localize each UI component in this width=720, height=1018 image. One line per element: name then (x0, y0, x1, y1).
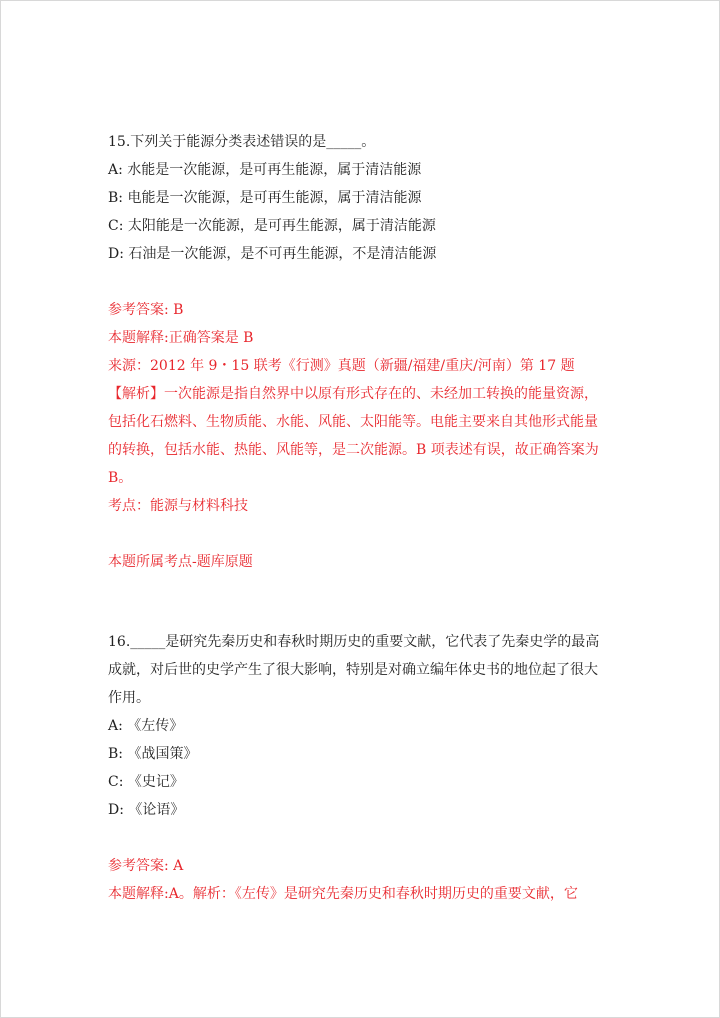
q16-option-b: B: 《战国策》 (108, 746, 198, 762)
q15-source: 来源：2012 年 9・15 联考《行测》真题（新疆/福建/重庆/河南）第 17 题 (108, 358, 575, 374)
question-15-stem: 15.下列关于能源分类表述错误的是_____。 (108, 134, 376, 150)
q15-explanation: 本题解释:正确答案是 B (108, 330, 254, 346)
q15-option-c: C: 太阳能是一次能源，是可再生能源，属于清洁能源 (108, 218, 436, 234)
document-body (108, 128, 608, 908)
q15-kaodian: 考点：能源与材料科技 (108, 498, 248, 514)
question-16-stem: 16._____是研究先秦历史和春秋时期历史的重要文献，它代表了先秦史学的最高成就，对后世的史学产生了很大影响，特别是对确立编年体史书的地位起了很大作用。 (108, 634, 600, 706)
q16-explanation: 本题解释:A。解析：《左传》是研究先秦历史和春秋时期历史的重要文献，它 (108, 886, 578, 902)
q15-option-d: D: 石油是一次能源，是不可再生能源，不是清洁能源 (108, 246, 437, 262)
q16-option-a: A: 《左传》 (108, 718, 184, 734)
q15-category: 本题所属考点-题库原题 (108, 554, 253, 570)
q16-option-c: C: 《史记》 (108, 774, 184, 790)
q15-analysis: 【解析】一次能源是指自然界中以原有形式存在的、未经加工转换的能量资源，包括化石燃料、生物质能、水能、风能、太阳能等。电能主要来自其他形式能量的转换，包括水能、热能、风能等，是二次能源。B 项表述有误，故正确答案为 B。 (108, 386, 599, 486)
q16-answer: 参考答案: A (108, 858, 184, 874)
q15-answer: 参考答案: B (108, 302, 184, 318)
q16-option-d: D: 《论语》 (108, 802, 185, 818)
q15-option-b: B: 电能是一次能源，是可再生能源，属于清洁能源 (108, 190, 422, 206)
q15-option-a: A: 水能是一次能源，是可再生能源，属于清洁能源 (108, 162, 422, 178)
